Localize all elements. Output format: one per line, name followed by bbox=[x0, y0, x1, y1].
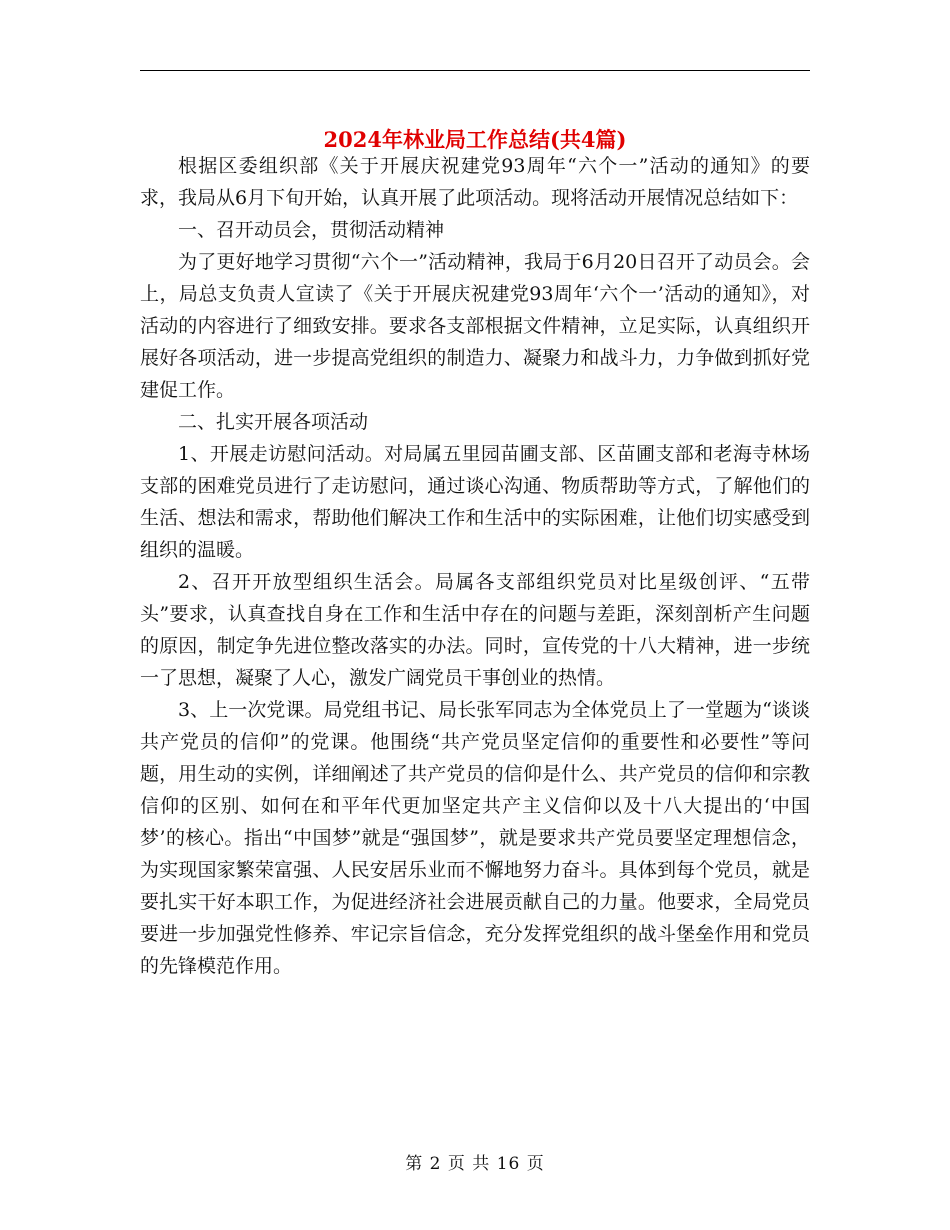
document-title: 2024年林业局工作总结(共4篇) bbox=[323, 127, 627, 153]
body-paragraph: 为了更好地学习贯彻“六个一”活动精神，我局于6月20日召开了动员会。会上，局总支负责人宣读了《关于开展庆祝建党93周年‘六个一’活动的通知》，对活动的内容进行了细致安排。要求各支部根据文件精神，立足实际，认真组织开展好各项活动，进一步提高党组织的制造力、凝聚力和战斗力，力争做到抓好党建促工作。 bbox=[140, 251, 810, 401]
page-number: 第 2 页 共 16 页 bbox=[405, 1154, 545, 1174]
intro-paragraph: 根据区委组织部《关于开展庆祝建党93周年“六个一”活动的通知》的要求，我局从6月下旬开始，认真开展了此项活动。现将活动开展情况总结如下： bbox=[140, 155, 810, 209]
body-paragraph: 1、开展走访慰问活动。对局属五里园苗圃支部、区苗圃支部和老海寺林场支部的困难党员进行了走访慰问，通过谈心沟通、物质帮助等方式，了解他们的生活、想法和需求，帮助他们解决工作和生活中的实际困难，让他们切实感受到组织的温暖。 bbox=[140, 443, 810, 561]
header-rule bbox=[140, 70, 810, 71]
section-heading-1: 一、召开动员会，贯彻活动精神 bbox=[178, 219, 445, 241]
document-body bbox=[140, 150, 810, 982]
body-paragraph: 2、召开开放型组织生活会。局属各支部组织党员对比星级创评、“五带头”要求，认真查找自身在工作和生活中存在的问题与差距，深刻剖析产生问题的原因，制定争先进位整改落实的办法。同时，宣传党的十八大精神，进一步统一了思想，凝聚了人心，激发广阔党员干事创业的热情。 bbox=[140, 571, 810, 689]
section-heading-2: 二、扎实开展各项活动 bbox=[178, 411, 369, 433]
body-paragraph: 3、上一次党课。局党组书记、局长张军同志为全体党员上了一堂题为“谈谈共产党员的信仰”的党课。他围绕“共产党员坚定信仰的重要性和必要性”等问题，用生动的实例，详细阐述了共产党员的信仰是什么、共产党员的信仰和宗教信仰的区别、如何在和平年代更加坚定共产主义信仰以及十八大提出的‘中国梦’的核心。指出“中国梦”就是“强国梦”，就是要求共产党员要坚定理想信念，为实现国家繁荣富强、人民安居乐业而不懈地努力奋斗。具体到每个党员，就是要扎实干好本职工作，为促进经济社会进展贡献自己的力量。他要求，全局党员要进一步加强党性修养、牢记宗旨信念，充分发挥党组织的战斗堡垒作用和党员的先锋模范作用。 bbox=[140, 699, 810, 977]
